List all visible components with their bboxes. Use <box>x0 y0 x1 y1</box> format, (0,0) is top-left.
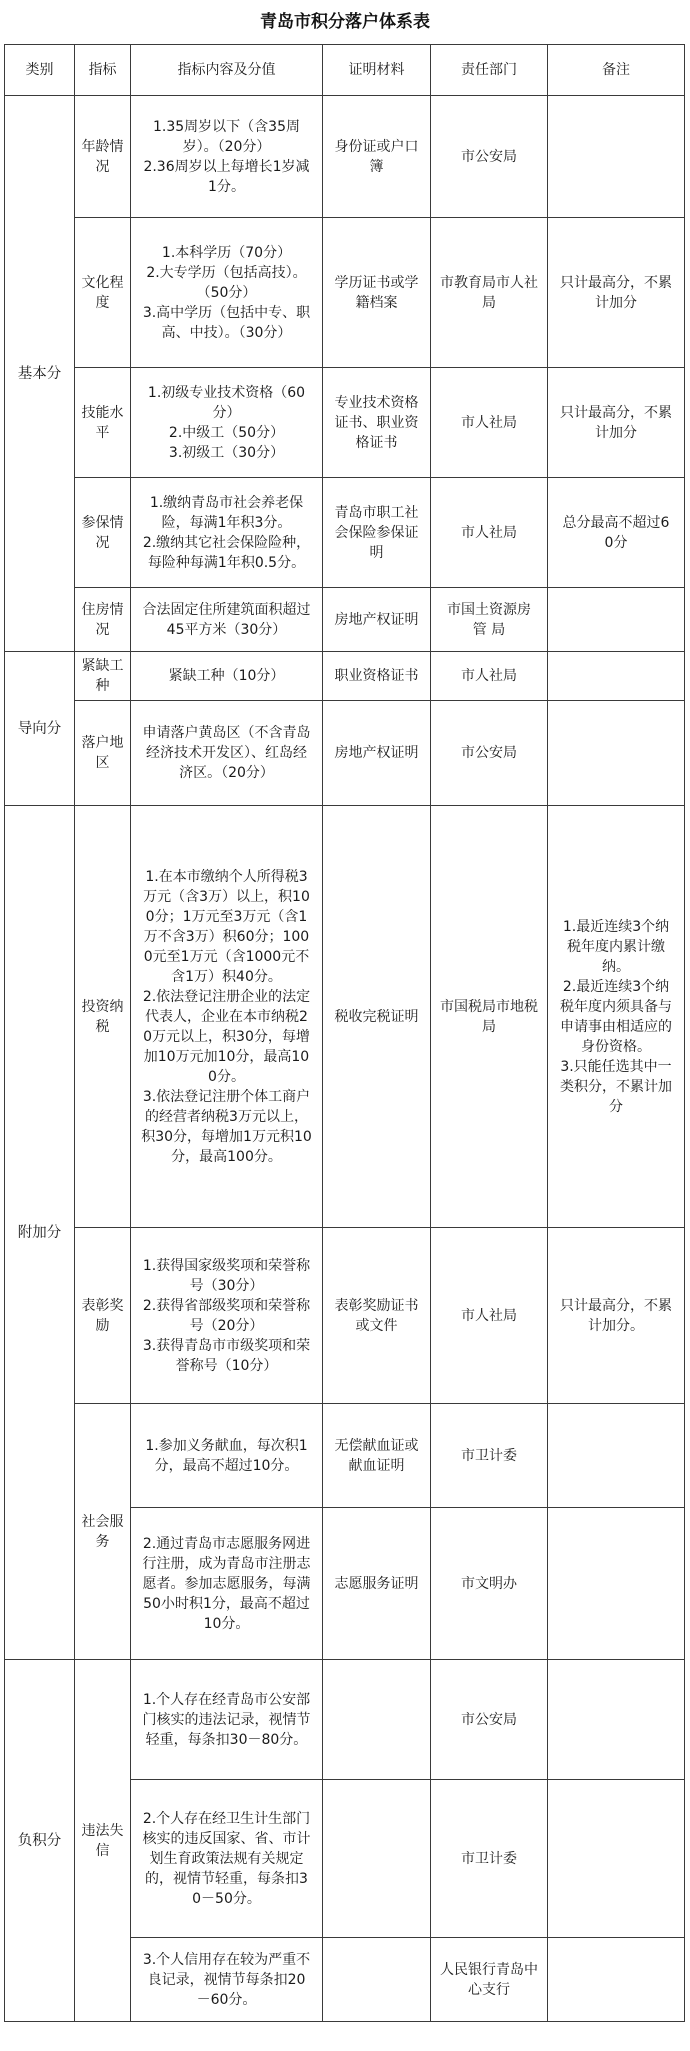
proof-cell: 表彰奖励证书或文件 <box>323 1228 431 1404</box>
content-line: 合法固定住所建筑面积超过45平方米（30分） <box>142 601 311 638</box>
table-row <box>5 478 685 588</box>
note-cell: 只计最高分，不累计加分 <box>548 218 685 368</box>
indicator-cell: 社会服务 <box>75 1404 131 1660</box>
content-cell <box>131 806 323 1228</box>
note-cell <box>548 96 685 218</box>
table-row <box>5 588 685 652</box>
dept-cell: 市文明办 <box>431 1508 548 1660</box>
proof-cell <box>323 1660 431 1780</box>
dept-cell: 市卫计委 <box>431 1404 548 1508</box>
table-row <box>5 96 685 218</box>
content-line: 3.依法登记注册个体工商户的经营者纳税3万元以上，积30分，每增加1万元积10分，最高100分。 <box>141 1088 312 1165</box>
note-cell <box>548 652 685 701</box>
content-line: 1.初级专业技术资格（60分） <box>147 384 306 421</box>
content-line: 1.本科学历（70分） <box>161 244 292 261</box>
table-row <box>5 1660 685 1780</box>
page-title: 青岛市积分落户体系表 <box>260 12 430 32</box>
indicator-cell: 文化程度 <box>75 218 131 368</box>
content-line: 紧缺工种（10分） <box>168 668 285 684</box>
content-line: 3.初级工（30分） <box>168 444 285 461</box>
proof-cell: 房地产权证明 <box>323 701 431 806</box>
header-proof: 证明材料 <box>323 45 431 96</box>
indicator-cell: 表彰奖励 <box>75 1228 131 1404</box>
content-line: 2.个人存在经卫生计生部门核实的违反国家、省、市计划生育政策法规有关规定的，视情节轻重，每条扣30－50分。 <box>142 1810 311 1907</box>
content-cell <box>131 478 323 588</box>
note-line: 1.最近连续3个纳税年度内累计缴纳。 <box>562 918 670 975</box>
indicator-cell: 落户地区 <box>75 701 131 806</box>
content-line: 2.中级工（50分） <box>168 424 285 441</box>
content-line: 1.35周岁以下（含35周岁）。（20分） <box>153 118 300 155</box>
header-dept: 责任部门 <box>431 45 548 96</box>
proof-cell: 志愿服务证明 <box>323 1508 431 1660</box>
note-cell <box>548 588 685 652</box>
content-line: 1.参加义务献血，每次积1分，最高不超过10分。 <box>145 1437 308 1474</box>
dept-cell: 市国土资源房 管 局 <box>431 588 548 652</box>
content-line: 2.缴纳其它社会保险险种，每险种每满1年积0.5分。 <box>142 534 311 571</box>
content-cell <box>131 588 323 652</box>
content-line: 2.依法登记注册企业的法定代表人，企业在本市纳税20万元以上，积30分，每增加10万元加10分，最高100分。 <box>142 988 311 1085</box>
dept-cell: 市公安局 <box>431 1660 548 1780</box>
table-row <box>5 652 685 701</box>
content-line: 1.获得国家级奖项和荣誉称号（30分） <box>142 1257 311 1294</box>
indicator-cell: 紧缺工种 <box>75 652 131 701</box>
content-cell <box>131 368 323 478</box>
header-indicator: 指标 <box>75 45 131 96</box>
table-row <box>5 218 685 368</box>
indicator-cell: 违法失信 <box>75 1660 131 2022</box>
category-cell: 基本分 <box>5 96 75 652</box>
dept-cell: 市公安局 <box>431 701 548 806</box>
content-cell <box>131 701 323 806</box>
content-line: 1.个人存在经青岛市公安部门核实的违法记录，视情节轻重，每条扣30－80分。 <box>142 1691 311 1748</box>
content-line: 1.缴纳青岛市社会养老保险，每满1年积3分。 <box>149 494 304 531</box>
proof-cell <box>323 1780 431 1938</box>
indicator-cell: 住房情况 <box>75 588 131 652</box>
content-cell <box>131 1404 323 1508</box>
content-line: 申请落户黄岛区（不含青岛经济技术开发区）、红岛经济区。（20分） <box>142 725 311 781</box>
header-content: 指标内容及分值 <box>131 45 323 96</box>
header-note: 备注 <box>548 45 685 96</box>
content-cell <box>131 1508 323 1660</box>
note-line: 2.最近连续3个纳税年度内须具备与申请事由相适应的身份资格。 <box>560 978 672 1055</box>
indicator-cell: 投资纳税 <box>75 806 131 1228</box>
dept-cell: 市人社局 <box>431 478 548 588</box>
proof-cell: 青岛市职工社会保险参保证明 <box>323 478 431 588</box>
proof-cell <box>323 1938 431 2022</box>
points-system-table <box>4 44 685 2022</box>
category-cell: 负积分 <box>5 1660 75 2022</box>
dept-cell: 市国税局市地税局 <box>431 806 548 1228</box>
indicator-cell: 技能水平 <box>75 368 131 478</box>
dept-cell: 市人社局 <box>431 1228 548 1404</box>
category-cell: 导向分 <box>5 652 75 806</box>
note-cell <box>548 1780 685 1938</box>
dept-cell: 市公安局 <box>431 96 548 218</box>
content-line: 3.高中学历（包括中专、职高、中技）。（30分） <box>142 304 311 341</box>
content-line: 2.大专学历（包括高技）。（50分） <box>146 264 307 301</box>
content-cell <box>131 652 323 701</box>
category-cell: 附加分 <box>5 806 75 1660</box>
dept-cell: 市教育局市人社局 <box>431 218 548 368</box>
content-line: 1.在本市缴纳个人所得税3万元（含3万）以上，积100分；1万元至3万元（含1万不含3万）积60分；1000元至1万元（含1000元不含1万）积40分。 <box>143 868 310 985</box>
note-cell <box>548 1660 685 1780</box>
dept-cell: 市人社局 <box>431 652 548 701</box>
content-cell <box>131 1938 323 2022</box>
note-cell <box>548 1938 685 2022</box>
table-row <box>5 1228 685 1404</box>
content-cell <box>131 1780 323 1938</box>
table-row <box>5 701 685 806</box>
content-line: 2.获得省部级奖项和荣誉称号（20分） <box>142 1297 311 1334</box>
dept-cell: 市人社局 <box>431 368 548 478</box>
content-line: 2.36周岁以上每增长1岁减1分。 <box>143 158 310 195</box>
content-line: 2.通过青岛市志愿服务网进行注册，成为青岛市注册志愿者。参加志愿服务，每满50小时积1分，最高不超过10分。 <box>142 1535 311 1632</box>
proof-cell: 房地产权证明 <box>323 588 431 652</box>
dept-cell: 市卫计委 <box>431 1780 548 1938</box>
note-cell: 只计最高分，不累计加分。 <box>548 1228 685 1404</box>
proof-cell: 无偿献血证或献血证明 <box>323 1404 431 1508</box>
indicator-cell: 参保情况 <box>75 478 131 588</box>
indicator-cell: 年龄情况 <box>75 96 131 218</box>
proof-cell: 职业资格证书 <box>323 652 431 701</box>
content-cell <box>131 218 323 368</box>
note-cell <box>548 701 685 806</box>
content-cell <box>131 1660 323 1780</box>
table-row <box>5 806 685 1228</box>
proof-cell: 税收完税证明 <box>323 806 431 1228</box>
table-row <box>5 368 685 478</box>
content-line: 3.获得青岛市市级奖项和荣誉称号（10分） <box>142 1337 311 1374</box>
note-cell: 总分最高不超过60分 <box>548 478 685 588</box>
note-cell: 只计最高分，不累计加分 <box>548 368 685 478</box>
dept-cell: 人民银行青岛中心支行 <box>431 1938 548 2022</box>
header-category: 类别 <box>5 45 75 96</box>
note-cell <box>548 1508 685 1660</box>
proof-cell: 学历证书或学籍档案 <box>323 218 431 368</box>
note-line: 3.只能任选其中一类积分，不累计加分 <box>560 1058 672 1115</box>
table-row <box>5 1404 685 1508</box>
note-cell <box>548 1404 685 1508</box>
proof-cell: 身份证或户口簿 <box>323 96 431 218</box>
proof-cell: 专业技术资格证书、职业资格证书 <box>323 368 431 478</box>
content-cell <box>131 96 323 218</box>
content-cell <box>131 1228 323 1404</box>
note-cell <box>548 806 685 1228</box>
content-line: 3.个人信用存在较为严重不良记录，视情节每条扣20－60分。 <box>142 1951 311 2008</box>
table-header-row <box>5 45 685 96</box>
